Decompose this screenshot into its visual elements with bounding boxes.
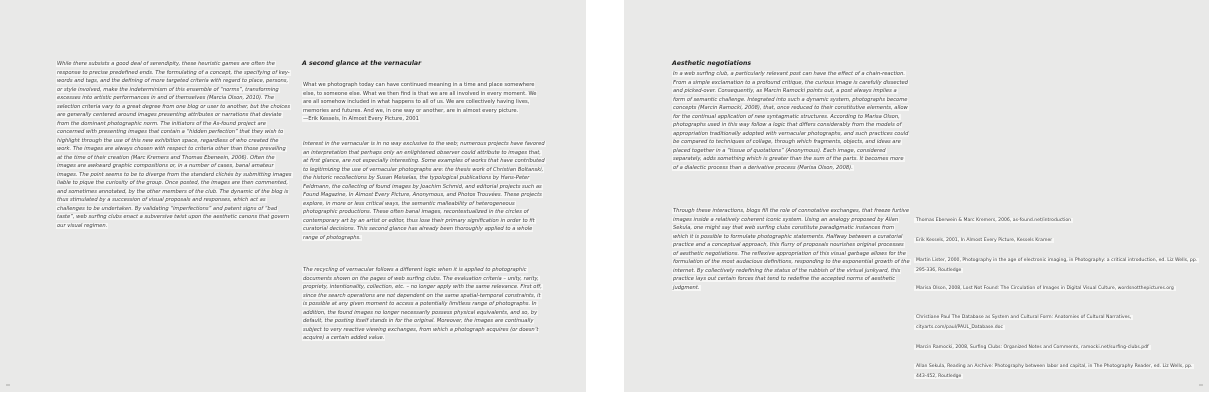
- section-heading-vernacular: [302, 60, 552, 68]
- reference-item: [914, 284, 1204, 294]
- left-column-text: [56, 60, 292, 230]
- page-folio-mark: [1199, 384, 1203, 386]
- heading-text: A second glance at the vernacular: [302, 60, 422, 67]
- reference-text: Allan Sekula, Reading an Archive: Photography between labor and capital, in The Photography Reader, ed. Liz Wells, pp. 443-452, Routledge: [916, 364, 1193, 379]
- column-two-paragraph-one: [302, 140, 546, 242]
- epigraph-source: —Erik Kessels, In Almost Every Picture, 2001: [303, 116, 419, 123]
- heading-text: Aesthetic negotiations: [672, 60, 752, 67]
- reference-item: [914, 362, 1204, 381]
- paragraph-text: In a web surfing club, a particularly relevant post can have the effect of a chain-reaction. From a simple exclamation to a profound critique, the curious image is carefully dissected and picked-over. Consequently, as Marcin Ramocki points out, a post always implies a form of semantic challenge. Integrated into such a dynamic system, photographs become concepts (Marcin Ramocki, 2008), that, once reduced to their constitutive elements, allow for the continual application of new syntagmatic structures. According to Marisa Olson, photographs used in this way follow a logic that differs considerably from the models of appropriation traditionally adopted with vernacular photographs, and such practices could be compared to techniques of collage, through which fragments, objects, and ideas are placed together in a “tissue of quotations” (Anonymous). Each image, considered separately, adds something which is greater than the sum of the parts. It becomes more of a dialectic process than a derivative process (Marisa Olson, 2008).: [673, 71, 909, 171]
- reference-item: [914, 216, 1204, 226]
- column-two-paragraph-two: [302, 266, 546, 343]
- epigraph: [302, 81, 546, 124]
- epigraph-text: What we photograph today can have continued meaning in a time and place somewhere else, to someone else. What we then find is that we are all involved in every moment. We are all somehow included in what happens to all of us. We are collectively having lives, memories and futures. And we, in one way or another, are in almost every picture.: [303, 82, 537, 114]
- page-folio-mark: [6, 384, 10, 386]
- reference-item: [914, 343, 1204, 353]
- reference-item: [914, 236, 1204, 246]
- column-one-paragraph: While there subsists a good deal of serendipity, these heuristic games are often the response to precise predefined ends. The formulating of a concept, the specifying of key-words and tags, and the defining of more targeted criteria with regard to place, persons, or style involved, make the indeterminism of this ensemble of “norms”, transforming excesses into artistic performances in and of themselves (Marcia Olson, 2010). The selection criteria vary to a great degree from one blog or user to another, but the choices are generally centered around images presenting attributes or narrations that deviate from the dominant photographic norm. The initiators of the As-found project are concerned with presenting images that contain a “hidden perfection” that they wish to highlight through the use of this new exhibition space, regardless of who created the work. The images are always chosen with respect to criteria other than those prevailing at the time of their creation (Marc Kremers and Thomas Eberwein, 2006). Often the images are awkward graphic compositions or, in a number of cases, banal amateur images. The point seems to be to diverge from the standard clichés by submitting images liable to pique the curiosity of the group. Once posted, the images are then commented, and sometimes annotated, by the other members of the club. The dynamic of the blog is thus stimulated by a succession of visual proposals and responses, which act as challenges to be undertaken. By validating “imperfections” and patent signs of “bad taste”, web surfing clubs enact a subversive twist upon the aesthetic canons that govern our visual regimen.: [57, 61, 292, 229]
- right-page: [624, 0, 1209, 392]
- reference-text: Erik Kessels, 2001, In Almost Every Picture, Kessels Kramer: [916, 238, 1053, 243]
- right-paragraph-two: [672, 207, 910, 292]
- reference-text: Marisa Olson, 2008, Lost Not Found: The Circulation of Images in Digital Visual Culture, wordsnotthepictures.org: [916, 286, 1174, 291]
- reference-text: Martin Lister, 2000, Photography in the age of electronic imaging, in Photography: a critical introduction, ed. Liz Wells, pp. 295-336, Routledge: [916, 258, 1198, 273]
- section-heading-aesthetic: [672, 60, 922, 68]
- paragraph-text: The recycling of vernacular follows a different logic when it is applied to photographic documents shown on the pages of web surfing clubs. The evaluation criteria – unity, rarity, propriety, intentionality, collection, etc. – no longer apply with the same relevance. First off, since the search operations are not dependent on the same spatial-temporal constraints, it is possible at any given moment to access a potentially limitless range of photographs. In addition, the found images no longer necessarily possess physical equivalents, and so, by default, the posting itself stands in for the original. Moreover, the images are continually subject to very reactive viewing exchanges, from which a photograph acquires (or doesn’t acquire) a certain added value.: [303, 267, 542, 341]
- reference-item: [914, 256, 1204, 275]
- reference-text: Thomas Eberwein & Marc Kremers, 2006, as-found.net/introduction: [916, 218, 1072, 223]
- left-page: [0, 0, 586, 392]
- reference-text: Marcin Ramocki, 2008, Surfing Clubs: Organized Notes and Comments, ramocki.net/surfing-clubs.pdf: [916, 345, 1149, 350]
- reference-text: Christiane Paul The Database as System and Cultural Form: Anatomies of Cultural Narratives, cityarts.com/paul/PAUL_Database.doc: [916, 315, 1132, 330]
- reference-item: [914, 313, 1204, 332]
- right-paragraph-one: [672, 70, 910, 172]
- paragraph-text: Through these interactions, blogs fill the role of connotative exchanges, that freeze furtive images inside a relatively coherent iconic system. Using an analogy proposed by Allan Sekula, one might say that web surfing clubs constitute paradigmatic instances from which it is possible to formulate photographic statements. Halfway between a curatorial practice and a conceptual approach, this flurry of proposals nourishes original processes of aesthetic negotiations. The reflexive appropriation of this visual garbage allows for the formulation of the most audacious definitions, responding to the exponential growth of the internet. By collectively redefining the status of the rubbish of the virtual junkyard, this practice lays out certain forces that tend to redefine the accepted norms of aesthetic judgment.: [673, 208, 910, 291]
- paragraph-text: Interest in the vernacular is in no way exclusive to the web; numerous projects have favored an interpretation that perhaps only an enlightened observer could attribute to images that, at first glance, are not especially interesting. Some examples of works that have contributed to legitimizing the use of vernacular photographs are: the thesis work of Christian Boltanski, the historic recollections by Susan Meiselas, the typological publications by Hans-Peter Feldmann, the collecting of found images by Joachim Schmid, and editorial projects such as Found Magazine, In Almost Every Picture, Anonymous, and Photos Trouvées. These projects explore, in more or less critical ways, the semantic malleability of heterogeneous photographic productions. These often banal images, recontextualized in the circles of contemporary art by an artist or editor, thus lose their primary signification in order to fit curatorial decisions. This second glance has already been thoroughly applied to a whole range of photographs.: [303, 141, 545, 241]
